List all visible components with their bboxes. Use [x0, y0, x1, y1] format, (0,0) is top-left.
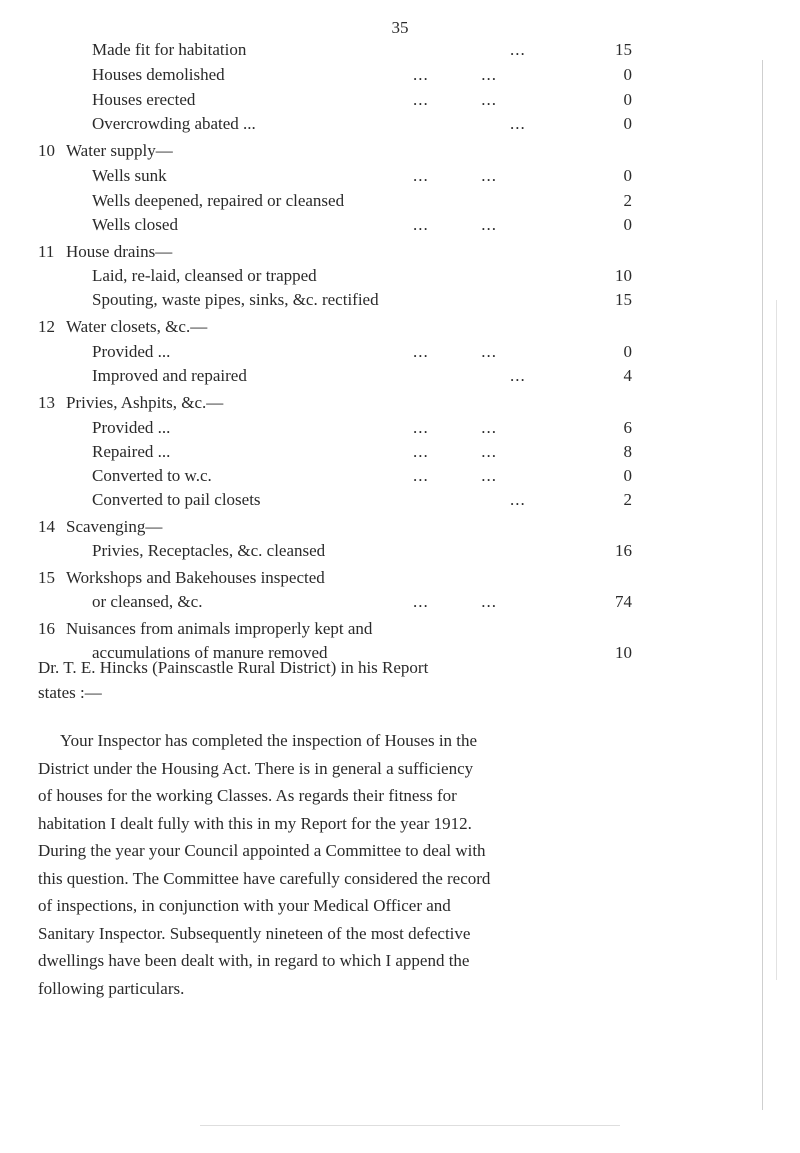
section-number: 15: [38, 568, 55, 587]
paragraph-line: dwellings have been dealt with, in regard to which I append the: [38, 951, 470, 970]
leader-dots: ... ...: [413, 65, 497, 84]
leader-dots: ...: [510, 366, 526, 385]
row-value: 16: [615, 541, 632, 560]
row-value: 15: [615, 290, 632, 309]
section-number: 12: [38, 317, 55, 336]
row-label: Houses demolished: [92, 65, 225, 84]
row-value: 6: [623, 418, 632, 437]
section-heading: House drains—: [66, 242, 173, 261]
paragraph-line: following particulars.: [38, 978, 185, 998]
leader-dots: ... ...: [413, 418, 497, 437]
section-number: 16: [38, 619, 55, 638]
row-label: Wells deepened, repaired or cleansed: [92, 191, 345, 210]
paragraph-line: of inspections, in conjunction with your Medical Officer and: [38, 896, 451, 915]
intro-line-continued: states :—: [38, 683, 102, 702]
row-label: Overcrowding abated ...: [92, 114, 256, 133]
row-label: Improved and repaired: [92, 366, 247, 385]
row-label: Wells closed: [92, 215, 178, 234]
row-label: Converted to w.c.: [92, 466, 212, 485]
paragraph-line: Your Inspector has completed the inspection of Houses in the: [60, 731, 478, 750]
section-number: 10: [38, 141, 55, 160]
row-value: 2: [623, 490, 632, 509]
row-label: or cleansed, &c.: [92, 592, 203, 611]
row-value: 0: [623, 65, 632, 84]
section-heading: Water closets, &c.—: [66, 317, 208, 336]
row-value: 8: [623, 442, 632, 461]
page-number: 35: [391, 18, 409, 37]
bleed-through-rule: [200, 1125, 620, 1126]
row-value: 0: [623, 215, 632, 234]
row-label: Laid, re-laid, cleansed or trapped: [92, 266, 317, 285]
row-value: 74: [615, 592, 632, 611]
paragraph-line: this question. The Committee have carefully considered the record: [38, 868, 491, 888]
row-value: 4: [623, 366, 632, 385]
paragraph-line: District under the Housing Act. There is in general a sufficiency: [38, 758, 474, 778]
section-heading: Nuisances from animals improperly kept and: [66, 619, 373, 638]
page-edge-line: [762, 60, 763, 1110]
row-label: Provided ...: [92, 342, 171, 361]
leader-dots: ...: [510, 114, 526, 133]
row-value: 0: [623, 90, 632, 109]
section-heading: Water supply—: [66, 141, 173, 160]
row-value: 2: [623, 191, 632, 210]
section-heading: Scavenging—: [66, 517, 163, 536]
row-value: 10: [615, 643, 632, 662]
row-label: Privies, Receptacles, &c. cleansed: [92, 541, 326, 560]
row-value: 15: [615, 40, 632, 59]
section-heading: Privies, Ashpits, &c.—: [66, 393, 224, 412]
row-label: Provided ...: [92, 418, 171, 437]
leader-dots: ... ...: [413, 592, 497, 611]
row-value: 10: [615, 266, 632, 285]
row-value: 0: [623, 166, 632, 185]
row-label: Repaired ...: [92, 442, 171, 461]
leader-dots: ... ...: [413, 166, 497, 185]
row-label: Wells sunk: [92, 166, 167, 185]
leader-dots: ... ...: [413, 342, 497, 361]
row-value: 0: [623, 342, 632, 361]
row-label: Made fit for habitation: [92, 40, 247, 59]
intro-line: Dr. T. E. Hincks (Painscastle Rural District) in his Report: [38, 658, 429, 677]
paragraph-line: habitation I dealt fully with this in my Report for the year 1912.: [38, 813, 472, 833]
leader-dots: ... ...: [413, 215, 497, 234]
row-label: Spouting, waste pipes, sinks, &c. rectified: [92, 290, 379, 309]
leader-dots: ...: [510, 490, 526, 509]
row-label: accumulations of manure removed: [92, 643, 328, 662]
section-number: 11: [38, 242, 55, 261]
row-value: 0: [623, 114, 632, 133]
row-label: Converted to pail closets: [92, 490, 261, 509]
paragraph-line: Sanitary Inspector. Subsequently nineteen of the most defective: [38, 923, 471, 943]
page-edge-line: [776, 300, 777, 980]
row-value: 0: [623, 466, 632, 485]
leader-dots: ... ...: [413, 442, 497, 461]
section-number: 13: [38, 393, 55, 412]
paragraph-line: of houses for the working Classes. As regards their fitness for: [38, 786, 457, 805]
row-label: Houses erected: [92, 90, 196, 109]
report-paragraph: [38, 727, 756, 1002]
leader-dots: ... ...: [413, 90, 497, 109]
leader-dots: ... ...: [413, 466, 497, 485]
leader-dots: ...: [510, 40, 526, 59]
paragraph-line: During the year your Council appointed a Committee to deal with: [38, 841, 486, 860]
section-number: 14: [38, 517, 55, 536]
section-heading: Workshops and Bakehouses inspected: [66, 568, 325, 587]
